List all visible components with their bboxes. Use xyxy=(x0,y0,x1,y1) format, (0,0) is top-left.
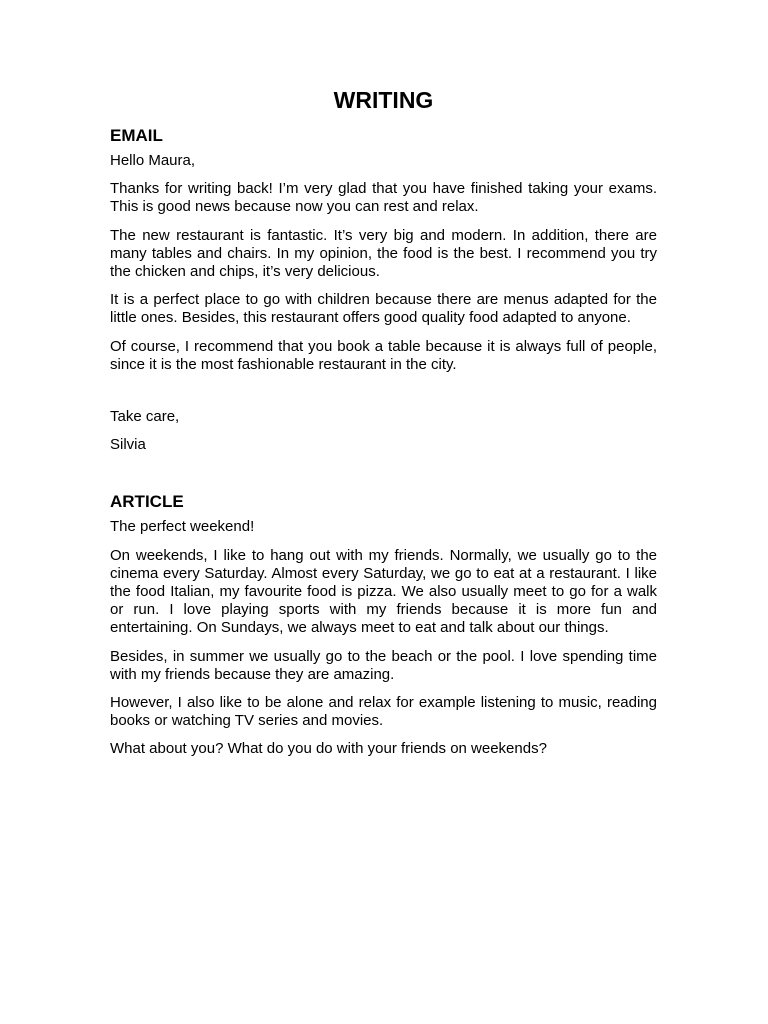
article-heading: ARTICLE xyxy=(110,492,184,512)
email-paragraph-2: The new restaurant is fantastic. It’s very big and modern. In addition, there are many tables and chairs. In my opinion, the food is the best. I recommend you try the chicken and chips, it’s very delicious. xyxy=(110,226,657,281)
document-page xyxy=(110,86,657,769)
email-paragraph-1: Thanks for writing back! I’m very glad that you have finished taking your exams. This is good news because now you can rest and relax. xyxy=(110,180,657,216)
email-paragraph-3: It is a perfect place to go with children because there are menus adapted for the little ones. Besides, this restaurant offers good quality food adapted to anyone. xyxy=(110,291,657,327)
page-title: WRITING xyxy=(333,87,434,113)
email-greeting: Hello Maura, xyxy=(110,152,196,169)
email-signature: Silvia xyxy=(110,436,146,454)
article-headline: The perfect weekend! xyxy=(110,518,255,536)
email-heading: EMAIL xyxy=(110,126,163,145)
article-paragraph-2: Besides, in summer we usually go to the beach or the pool. I love spending time with my friends because they are amazing. xyxy=(110,647,657,683)
article-paragraph-3: However, I also like to be alone and relax for example listening to music, reading books or watching TV series and movies. xyxy=(110,694,657,730)
article-paragraph-1: On weekends, I like to hang out with my friends. Normally, we usually go to the cinema every Saturday. Almost every Saturday, we go to eat at a restaurant. I like the food Italian, my favourite food is pizza. We also usually meet to go for a walk or run. I love playing sports with my friends because it is more fun and entertaining. On Sundays, we always meet to eat and talk about our things. xyxy=(110,546,657,637)
email-paragraph-4: Of course, I recommend that you book a table because it is always full of people, since it is the most fashionable restaurant in the city. xyxy=(110,337,657,373)
email-closing: Take care, xyxy=(110,408,180,426)
article-paragraph-4: What about you? What do you do with your friends on weekends? xyxy=(110,740,547,758)
